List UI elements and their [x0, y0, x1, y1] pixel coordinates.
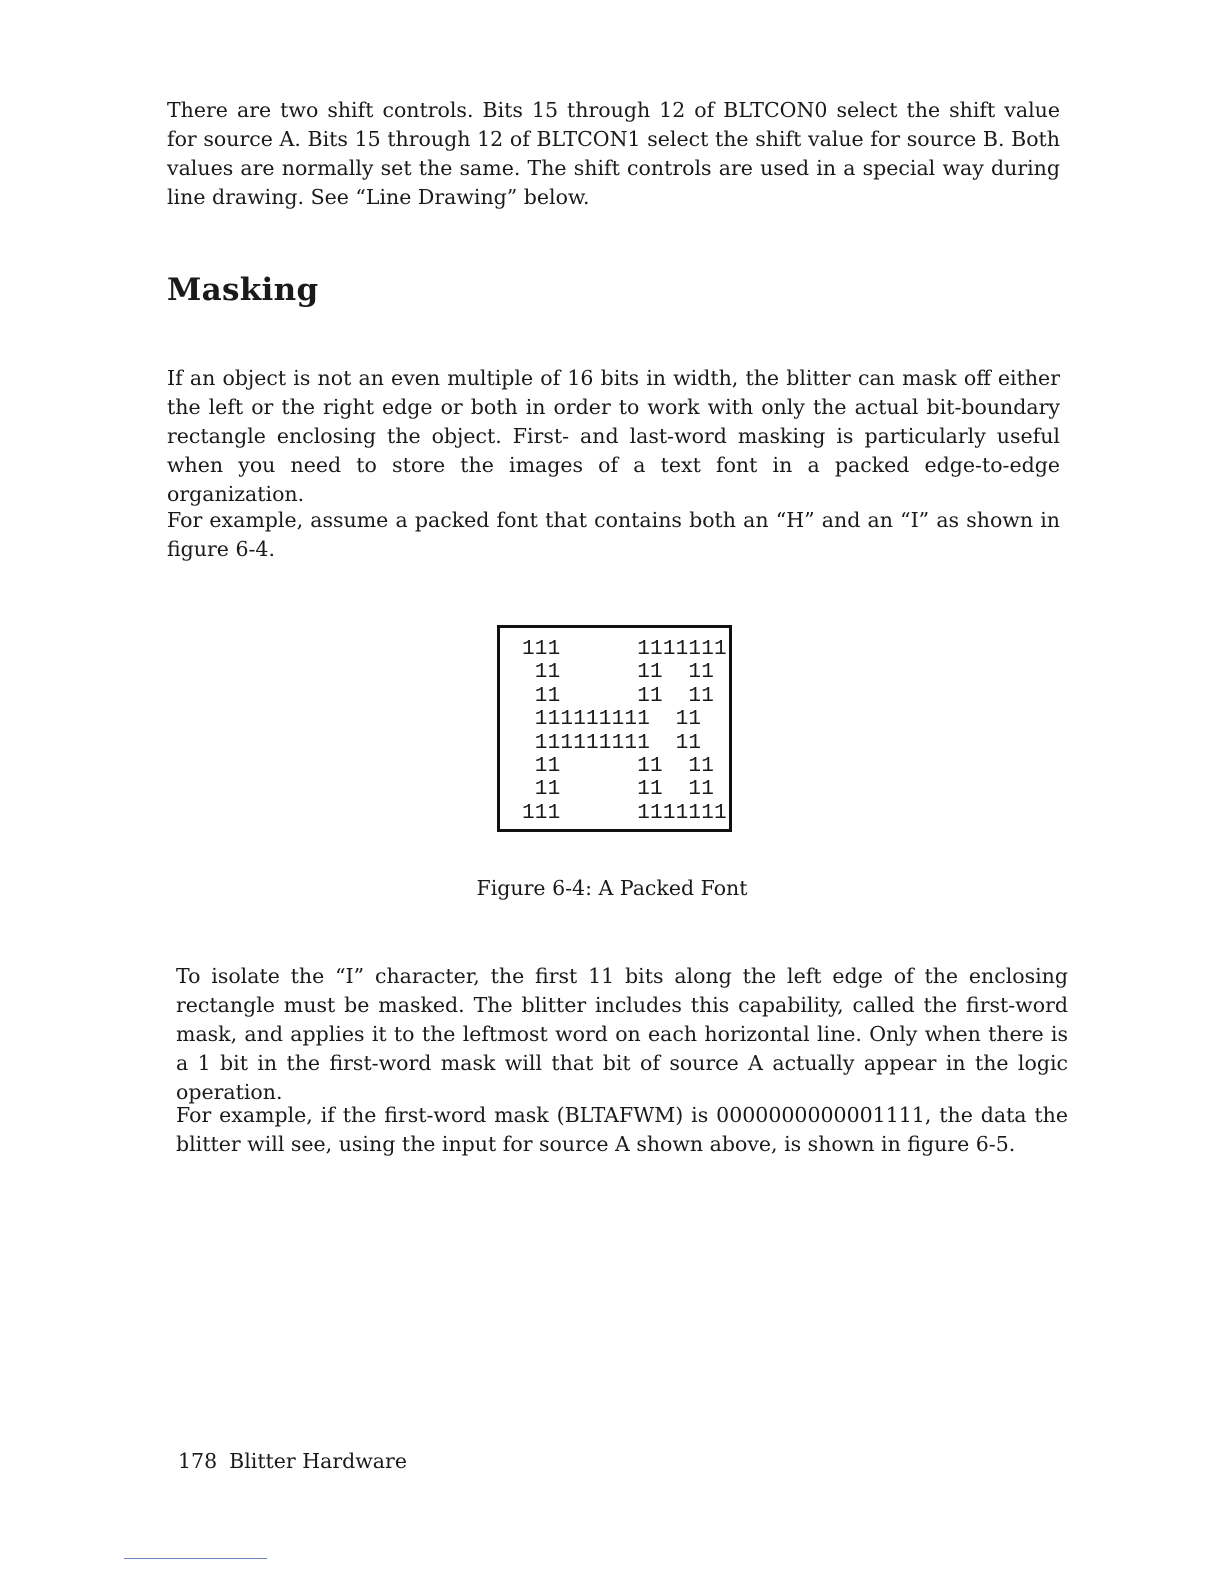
paragraph-example-mask: For example, if the first-word mask (BLTAFWM) is 0000000000001111, the data the blitter will see, using the input for source A shown above, is shown in figure 6-5.: [176, 1103, 1068, 1156]
page-footer: [178, 1449, 407, 1473]
bottom-rule: [124, 1558, 267, 1559]
paragraph-isolate: To isolate the “I” character, the first 11 bits along the left edge of the enclosing rectangle must be masked. The blitter includes this capability, called the first-word mask, and applies it to the leftmost word on each horizontal line. Only when there is a 1 bit in the first-word mask will that bit of source A actually appear in the logic operation.: [176, 964, 1068, 1104]
figure-row: 111 1111111: [522, 638, 727, 661]
figure-row: 111 1111111: [522, 801, 727, 825]
paragraph-masking-intro: If an object is not an even multiple of 16 bits in width, the blitter can mask off either the left or the right edge or both in order to work with only the actual bit-boundary rectangle enclosing the object. First- and last-word masking is particularly useful when you need to store the images of a text font in a packed edge-to-edge organization.: [167, 366, 1060, 506]
figure-row: 11 11 11: [522, 778, 715, 802]
packed-font-figure: [497, 625, 732, 832]
page-number: 178: [178, 1449, 218, 1473]
paragraph-example-intro: For example, assume a packed font that contains both an “H” and an “I” as shown in figure 6-4.: [167, 508, 1060, 561]
paragraph-shift-controls: There are two shift controls. Bits 15 through 12 of BLTCON0 select the shift value for source A. Bits 15 through 12 of BLTCON1 select the shift value for source B. Both values are normally set the same. The shift controls are used in a special way during line drawing. See “Line Drawing” below.: [167, 98, 1060, 209]
section-heading: Masking: [167, 272, 319, 308]
figure-row: 111111111 11: [522, 731, 702, 755]
figure-row: 11 11 11: [522, 661, 715, 685]
figure-row: 11 11 11: [522, 755, 715, 779]
running-title: Blitter Hardware: [229, 1449, 407, 1473]
figure-caption: Figure 6-4: A Packed Font: [476, 876, 748, 900]
figure-row: 11 11 11: [522, 684, 715, 708]
figure-row: 111111111 11: [522, 708, 702, 732]
